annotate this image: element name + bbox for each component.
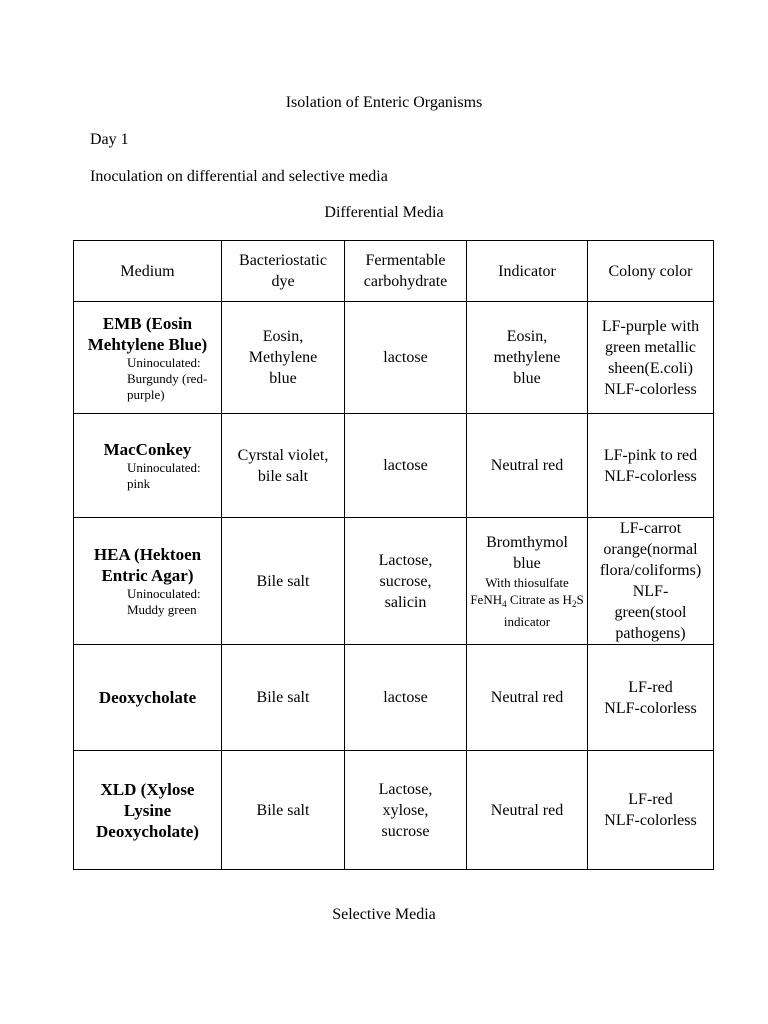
- indicator-note: With thiosulfate FeNH$_4$ Citrate as $H_2S$ indicator: [470, 575, 584, 629]
- cell-indicator: [467, 518, 588, 645]
- table-header-row: [74, 241, 714, 302]
- colony-nlf: NLF-colorless: [604, 380, 697, 398]
- colony-lf: LF-pink to red: [603, 446, 698, 464]
- cell-carbohydrate: Lactose, sucrose, salicin: [345, 518, 467, 645]
- medium-name: MacConkey: [103, 440, 192, 459]
- table-row: [74, 751, 714, 870]
- cell-indicator: Neutral red: [467, 414, 588, 518]
- table-row: [74, 518, 714, 645]
- cell-colony-color: [588, 302, 714, 414]
- header-bacteriostatic-dye: Bacteriostatic dye: [222, 241, 345, 302]
- medium-name: XLD (Xylose Lysine Deoxycholate): [96, 779, 199, 841]
- differential-media-table: [73, 240, 714, 870]
- cell-dye: Cyrstal violet, bile salt: [222, 414, 345, 518]
- cell-dye: Bile salt: [222, 518, 345, 645]
- colony-nlf: NLF-green(stool pathogens): [614, 583, 687, 642]
- colony-nlf: NLF-colorless: [604, 812, 697, 829]
- colony-lf: LF-red: [628, 678, 673, 696]
- cell-dye: Eosin, Methylene blue: [222, 302, 345, 414]
- medium-note: Uninoculated: Burgundy (red-purple): [127, 354, 208, 402]
- indicator-name: Bromthymol blue: [486, 534, 568, 572]
- colony-lf: LF-carrot orange(normal flora/coliforms): [599, 520, 702, 579]
- cell-dye: Bile salt: [222, 751, 345, 870]
- medium-name: EMB (Eosin Mehtylene Blue): [87, 313, 208, 354]
- section-caption-selective-media: Selective Media: [332, 906, 436, 923]
- header-colony-color: Colony color: [588, 241, 714, 302]
- medium-note: Uninoculated: pink: [127, 460, 201, 491]
- table-row: [74, 645, 714, 751]
- day-label: Day 1: [90, 131, 129, 148]
- cell-dye: Bile salt: [222, 645, 345, 751]
- colony-nlf: NLF-colorless: [604, 467, 697, 485]
- table-row: [74, 302, 714, 414]
- table-row: [74, 414, 714, 518]
- document-title: Isolation of Enteric Organisms: [285, 94, 483, 111]
- cell-carbohydrate: lactose: [345, 302, 467, 414]
- cell-carbohydrate: lactose: [345, 414, 467, 518]
- cell-colony-color: [588, 645, 714, 751]
- cell-colony-color: [588, 414, 714, 518]
- medium-note: Uninoculated: Muddy green: [127, 586, 201, 617]
- cell-medium: [74, 751, 222, 870]
- header-fermentable-carbohydrate: Fermentable carbohydrate: [345, 241, 467, 302]
- cell-carbohydrate: lactose: [345, 645, 467, 751]
- colony-lf: LF-purple with green metallic sheen(E.coli): [601, 317, 700, 377]
- medium-name: Deoxycholate: [98, 688, 197, 707]
- colony-nlf: NLF-colorless: [604, 699, 697, 717]
- table-caption-differential-media: Differential Media: [324, 204, 444, 221]
- cell-carbohydrate: Lactose, xylose, sucrose: [345, 751, 467, 870]
- medium-name: HEA (Hektoen Entric Agar): [93, 545, 202, 585]
- document-subtitle: Inoculation on differential and selective media: [90, 168, 388, 185]
- cell-medium: [74, 414, 222, 518]
- cell-colony-color: [588, 751, 714, 870]
- cell-colony-color: [588, 518, 714, 645]
- header-indicator: Indicator: [467, 241, 588, 302]
- cell-indicator: Neutral red: [467, 751, 588, 870]
- cell-medium: [74, 645, 222, 751]
- cell-indicator: Neutral red: [467, 645, 588, 751]
- cell-medium: [74, 518, 222, 645]
- header-medium: Medium: [74, 241, 222, 302]
- cell-indicator: Eosin, methylene blue: [467, 302, 588, 414]
- cell-medium: [74, 302, 222, 414]
- colony-lf: LF-red: [628, 791, 673, 808]
